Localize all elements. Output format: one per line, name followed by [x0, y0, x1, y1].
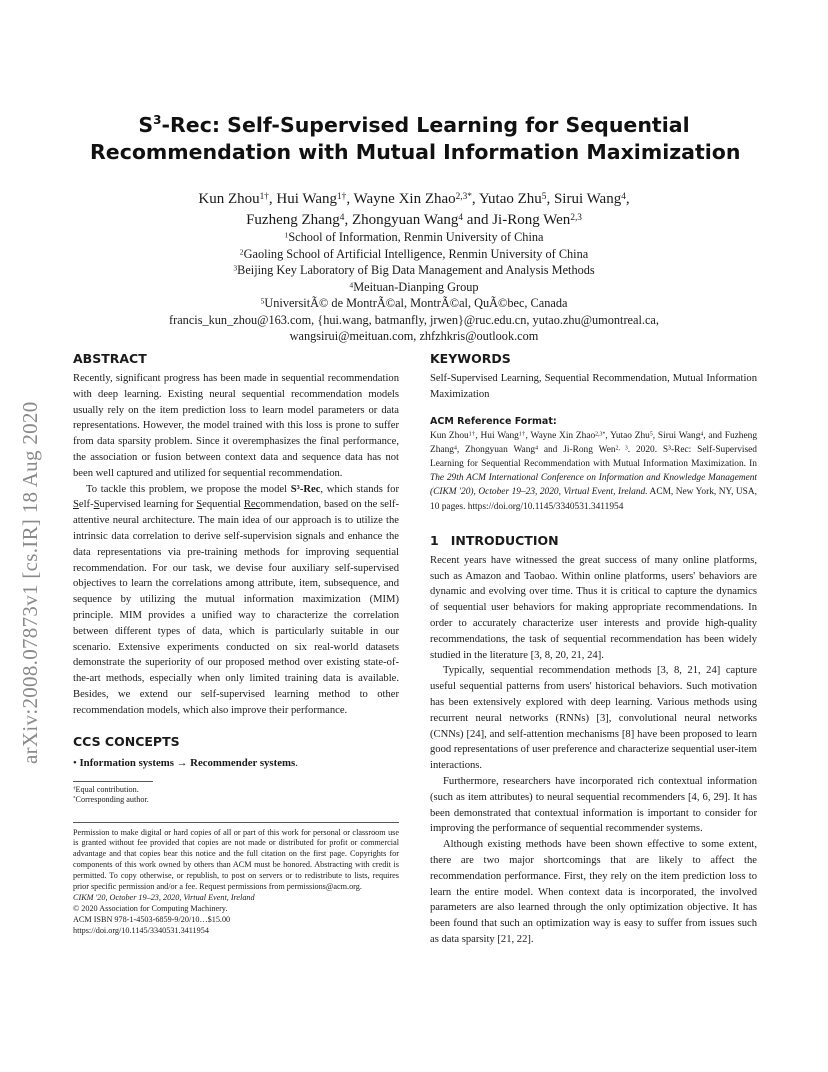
affiliation: $^1$School of Information, Renmin University of China [284, 230, 544, 244]
model-name: S³-Rec [290, 483, 321, 495]
affiliation: $^4$Meituan-Dianping Group [349, 279, 479, 294]
affiliation: $^5$UniversitÃ© de MontrÃ©al, MontrÃ©al, QuÃ©bec, Canada [260, 296, 568, 310]
introduction-heading: 1 INTRODUCTION [430, 532, 559, 548]
right-column [430, 350, 757, 948]
intro-paragraph-4: Although existing methods have been shown effective to some extent, there are two major shortcomings that are likely to affect the recommendation performance. First, they rely on the item prediction loss to learn the entire model. When context data is incorporated, the involved parameters are also learned through the only optimization objective. It has been found that such an optimization way is easy to suffer from issues such as data sparsity [21, 22]. [430, 839, 757, 945]
footnote-equal: †Equal contribution. [73, 784, 139, 794]
paper-title [90, 112, 741, 166]
author: Kun Zhou [198, 191, 260, 207]
keywords-text: Self-Supervised Learning, Sequential Recommendation, Mutual Information Maximization [430, 373, 757, 400]
author-line-1: Kun Zhou$^{1\dagger}$, Hui Wang$^{1\dagger}$, Wayne Xin Zhao$^{2,3*}$, Yutao Zhu$^5$, Sirui Wang$^4$, [198, 191, 630, 207]
footnote-rule [73, 781, 153, 782]
intro-paragraph-1: Recent years have witnessed the great success of many online platforms, such as Amazon and Taobao. Within online platforms, users' behaviors are dynamic and evolving over time. Thus it is critical to capture the dynamics of sequential user behaviors for making appropriate recommendations. In order to accurately characterize user interests and provide high-quality recommendations, the task of sequential recommendation has been widely studied in the literature [3, 8, 20, 21, 24]. [430, 554, 757, 661]
author: Ji-Rong Wen [492, 212, 571, 228]
keywords-heading: KEYWORDS [430, 351, 511, 366]
affiliations [100, 229, 728, 345]
ccs-concept: • Information systems → Recommender systems. [73, 756, 298, 769]
author: Yutao Zhu [478, 191, 542, 207]
author: Sirui Wang [553, 191, 622, 207]
copyright-line: © 2020 Association for Computing Machinery. [73, 903, 228, 913]
author: Wayne Xin Zhao [353, 191, 456, 207]
permission-block [73, 822, 399, 937]
title-line-2: Recommendation with Mutual Information Maximization [90, 140, 741, 164]
author-line-2: Fuzheng Zhang$^4$, Zhongyuan Wang$^4$ and Ji-Rong Wen$^{2,3}$ [246, 212, 582, 228]
arxiv-side-stamp: arXiv:2008.07873v1 [cs.IR] 18 Aug 2020 [18, 401, 42, 764]
footnote-corresponding: *Corresponding author. [73, 795, 149, 805]
author-list [100, 189, 728, 231]
abstract-paragraph-1: Recently, significant progress has been made in sequential recommendation with deep learning. Existing neural sequential recommendation models usually rely on the item prediction loss to learn model parameters or data representations. However, the model trained with this loss is prone to suffer from data sparsity problem. Since it overemphasizes the final performance, the association or fusion between context data and sequence data has not been well captured and utilized for sequential recommendation. [73, 373, 399, 479]
acm-reference-heading: ACM Reference Format: [430, 415, 557, 427]
email-line-2: wangsirui@meituan.com, zhfzhkris@outlook.com [289, 329, 539, 343]
affiliation: $^2$Gaoling School of Artificial Intelligence, Renmin University of China [239, 246, 589, 261]
email-line-1: francis_kun_zhou@163.com, {hui.wang, batmanfly, jrwen}@ruc.edu.cn, yutao.zhu@umontreal.ca, [169, 312, 659, 327]
doi-link[interactable]: https://doi.org/10.1145/3340531.3411954 [73, 925, 209, 935]
permission-text: Permission to make digital or hard copies of all or part of this work for personal or classroom use is granted without fee provided that copies are not made or distributed for profit or commercial advantage and that copies bear this notice and the full citation on the first page. Copyrights for components of this work owned by others than ACM must be honored. Abstracting with credit is permitted. To copy otherwise, or republish, to post on servers or to redistribute to lists, requires prior specific permission and/or a fee. Request permissions from permissions@acm.org. [73, 827, 399, 892]
affiliation: $^3$Beijing Key Laboratory of Big Data Management and Analysis Methods [233, 263, 595, 277]
title-line-1: $S^3$-Rec: Self-Supervised Learning for Sequential [138, 113, 690, 137]
ccs-heading: CCS CONCEPTS [73, 733, 180, 749]
abstract-paragraph-2: To tackle this problem, we propose the model S³-Rec, which stands for Self-Supervised learning for Sequential Recommendation, based on the self-attentive neural architecture. The main idea of our approach is to utilize the intrinsic data correlation to derive self-supervision signals and enhance the data representations via pre-training methods for improving sequential recommendation. For our task, we devise four auxiliary self-supervised objectives to learn the correlations among attribute, item, subsequence, and sequence by utilizing the mutual information maximization (MIM) principle. MIM provides a unified way to characterize the correlation between different types of data, which is particularly suitable in our scenario. Extensive experiments conducted on six real-world datasets demonstrate the superiority of our proposed method over existing state-of-the-art methods, especially when only limited training data is available. Besides, we extend our self-supervised learning method to other recommendation models, which also improve their performance. [73, 483, 399, 716]
intro-paragraph-3: Furthermore, researchers have incorporated rich contextual information (such as item attributes) to neural sequential recommenders [4, 6, 29]. It has been demonstrated that contextual information is important to consider for improving the performance of sequential recommender systems. [430, 775, 757, 835]
left-column [73, 350, 399, 937]
intro-paragraph-2: Typically, sequential recommendation methods [3, 8, 21, 24] capture useful sequential patterns from users' historical behaviors. Such motivation has been extensively explored with deep learning. Various methods using recurrent neural networks (RNNs) [3], convolutional neural networks (CNNs) [24], and self-attention mechanisms [8] have been proposed to learn good representations of user preference and characterize sequential user-item interactions. [430, 665, 757, 772]
abstract-heading: ABSTRACT [73, 351, 147, 366]
conference-line: CIKM '20, October 19–23, 2020, Virtual Event, Ireland [73, 892, 255, 902]
acm-reference-text: Kun Zhou$^{1\dagger}$, Hui Wang$^{1\dagger}$, Wayne Xin Zhao$^{2,3*}$, Yutao Zhu$^5$, Sirui Wang$^4$, and Fuzheng Zhang$^4$, Zhongyuan Wang$^4$ and Ji-Rong Wen$^{2, 3}$. 2020. S³-Rec: Self-Supervised Learning for Sequential Recommendation with Mutual Information Maximization. In The 29th ACM International Conference on Information and Knowledge Management (CIKM '20), October 19–23, 2020, Virtual Event, Ireland. ACM, New York, NY, USA, 10 pages. https://doi.org/10.1145/3340531.3411954 [430, 430, 758, 512]
author: Zhongyuan Wang [351, 212, 459, 228]
author: Hui Wang [276, 191, 338, 207]
author: Fuzheng Zhang [246, 212, 340, 228]
isbn-line: ACM ISBN 978-1-4503-6859-9/20/10…$15.00 [73, 914, 231, 924]
